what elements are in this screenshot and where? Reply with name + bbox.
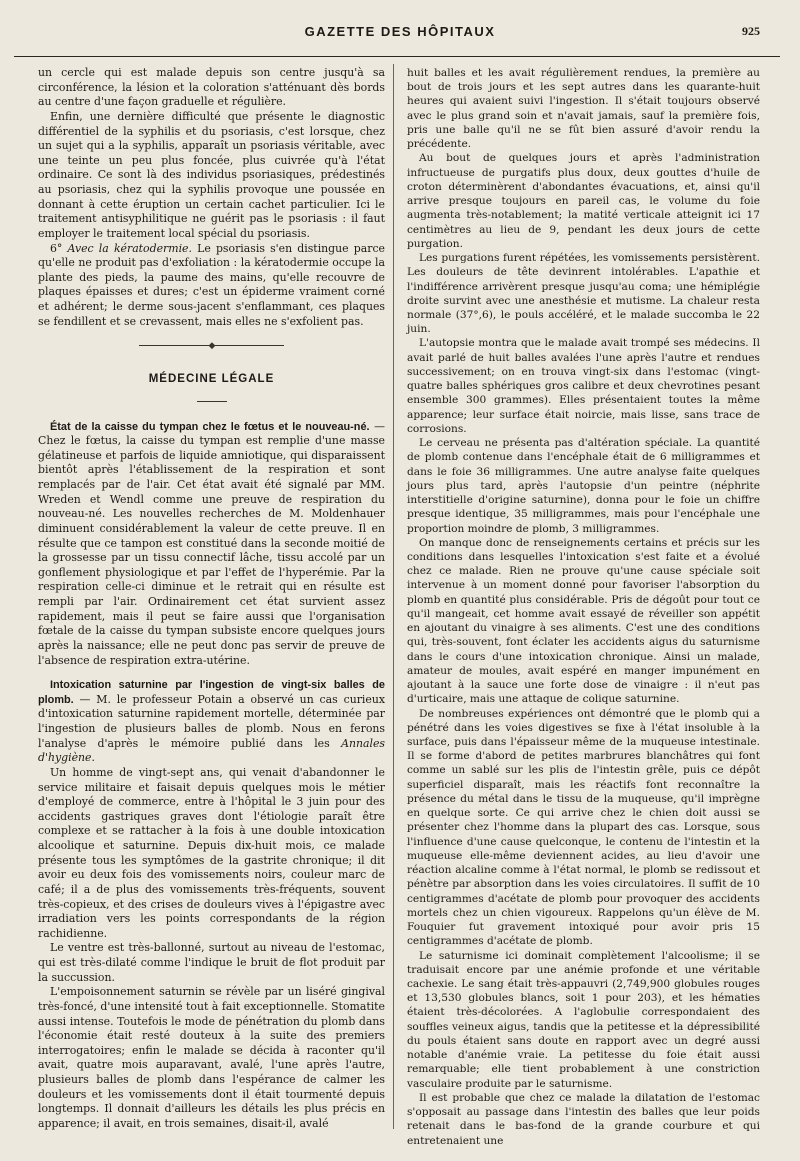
paragraph: Un homme de vingt-sept ans, qui venait d'abandonner le service militaire et faisait depuis quelques mois le métier d'employé de commerce, entre à l'hôpital le 3 juin pour des accidents gastriques graves dont l'étiologie paraît être complexe et se rattacher à la fois à une double intoxication alcoolique et saturnine. Depuis dix-huit mois, ce malade présente tous les symptômes de la gastrite chronique; il dit avoir eu deux fois des vomissements noirs, couleur marc de café; il a de plus des vomissements très-fréquents, souvent très-copieux, et des crises de douleurs vives à l'épigastre avec irradiation vers les points correspondants de la région rachidienne. <box>38 765 385 940</box>
emphasis: Avec la kératodermie. <box>67 241 192 255</box>
right-column <box>407 66 760 1148</box>
paragraph: L'empoisonnement saturnin se révèle par un liséré gingival très-foncé, d'une intensité tout à fait exceptionnelle. Stomatite aussi intense. Toutefois le mode de pénétration du plomb dans l'économie était resté douteux à la suite des premiers interrogatoires; enfin le malade se décida à raconter qu'il avait, quatre mois auparavant, avalé, l'une après l'autre, plusieurs balles de plomb dans l'espérance de calmer les douleurs et les vomissements dont il était tourmenté depuis longtemps. Il donnait d'ailleurs les détails les plus précis en apparence; il avait, en trois semaines, disait-il, avalé <box>38 985 385 1130</box>
page-number: 925 <box>742 24 760 38</box>
article-paragraph <box>38 678 385 766</box>
article-title: Intoxication saturnine par l'ingestion de vingt-six balles de plomb. <box>38 679 385 706</box>
article-text: — Chez le fœtus, la caisse du tympan est remplie d'une masse gélatineuse et parfois de liquide amniotique, qui disparaissent bientôt après l'établissement de la respiration et sont remplacés par de l'air. Cet état avait été signalé par MM. Wreden et Wendl comme une preuve de respiration du nouveau-né. Les nouvelles recherches de M. Moldenhauer diminuent considérablement la valeur de cette preuve. Il en résulte que ce tampon est constitué dans la seconde moitié de la grossesse par un tissu connectif lâche, tissu accolé par un gonflement physiologique et par l'effet de l'hyperémie. Par la respiration celle-ci diminue et le retrait qui en résulte est rempli par l'air. Ordinairement cet état survient assez rapidement, mais il peut se faire aussi que l'organisation fœtale de la caisse du tympan subsiste encore quelques jours après la naissance; elle ne peut donc pas servir de preuve de l'absence de respiration extra-utérine. <box>38 419 385 667</box>
article-title: État de la caisse du tympan chez le fœtus et le nouveau-né. <box>50 420 370 433</box>
article-text: — M. le professeur Potain a observé un cas curieux d'intoxication saturnine rapidement mortelle, déterminée par l'ingestion de plusieurs balles de plomb. Nous en ferons l'analyse d'après le mémoire publié dans les <box>38 692 385 750</box>
paragraph <box>38 242 385 330</box>
paragraph: Il est probable que chez ce malade la dilatation de l'estomac s'opposait au passage dans l'intestin des balles que leur poids retenait dans le bas-fond de la grande courbure et qui entretenaient une <box>407 1091 760 1147</box>
paragraph: Le cerveau ne présenta pas d'altération spéciale. La quantité de plomb contenue dans l'encéphale était de 6 milligrammes et dans le foie 36 milligrammes. Une autre analyse faite quelques jours plus tard, après l'autopsie d'un peintre (néphrite interstitielle d'origine saturnine), donna pour le foie un chiffre presque identique, 35 milligrammes, mais pour l'encéphale une proportion moindre de plomb, 3 milligrammes. <box>407 437 760 535</box>
paragraph: Les purgations furent répétées, les vomissements persistèrent. Les douleurs de tête devinrent intolérables. L'apathie et l'indifférence arrivèrent presque jusqu'au coma; une hémiplégie droite survint avec une anesthésie et mutisme. La chaleur resta normale (37°,6), le pouls accéléré, et le malade succomba le 22 juin. <box>407 252 760 336</box>
paragraph: huit balles et les avait régulièrement rendues, la première au bout de trois jours et les sept autres dans les quarante-huit heures qui avaient suivi l'ingestion. Il s'était toujours observé avec le plus grand soin et n'avait jamais, sauf la première fois, pris une balle qu'il ne se fût bien assuré d'avoir rendu la précédente. <box>407 67 760 151</box>
column-divider <box>393 64 394 1129</box>
paragraph: L'autopsie montra que le malade avait trompé ses médecins. Il avait parlé de huit balles avalées l'une après l'autre et rendues successivement; on en trouva vingt-six dans l'estomac (vingt-quatre balles sphériques gros calibre et deux chevrotines pesant ensemble 300 grammes). Elles présentaient toutes la même apparence; leur surface était noircie, mais lisse, sans trace de corrosions. <box>407 337 760 435</box>
article-block <box>38 678 385 1131</box>
paragraph: Le saturnisme ici dominait complètement l'alcoolisme; il se traduisait encore par une anémie profonde et une véritable cachexie. Le sang était très-appauvri (2,749,900 globules rouges et 13,530 globules blancs, soit 1 pour 203), et les hématies étaient très-décolorées. A l'aglobulie correspondaient des souffles veineux aigus, tandis que la petitesse et la dépressibilité du pouls étaient sans doute en rapport avec un degré aussi notable d'anémie vraie. La petitesse du foie était aussi remarquable; elle tient probablement à une constriction vasculaire produite par le saturnisme. <box>407 949 760 1090</box>
paragraph-text: Le psoriasis s'en distingue parce qu'elle ne produit pas d'exfoliation : la kératodermie occupe la plante des pieds, la paume des mains, qu'elle recouvre de plaques épaisses et dures; c'est un épiderme vraiment corné et adhérent; le derme sous-jacent s'enflammant, ces plaques se fendillent et se crevassent, mais elles ne s'exfolient pas. <box>38 241 385 328</box>
page-header <box>0 14 800 44</box>
list-number: 6° <box>50 241 68 255</box>
paragraph: Enfin, une dernière difficulté que présente le diagnostic différentiel de la syphilis et du psoriasis, c'est lorsque, chez un sujet qui a la syphilis, apparaît un psoriasis véritable, avec une teinte un peu plus foncée, plus cuivrée qu'à l'état ordinaire. Ce sont là des individus psoriasiques, prédestinés au psoriasis, chez qui la syphilis provoque une poussée en donnant à cette éruption un certain cachet particulier. Ici le traitement antisyphilitique ne guérit pas le psoriasis : il faut employer le traitement local spécial du psoriasis. <box>38 109 385 240</box>
paragraph: un cercle qui est malade depuis son centre jusqu'à sa circonférence, la lésion et la coloration s'atténuant dès bords au centre d'une façon graduelle et régulière. <box>38 66 385 109</box>
emphasis: Annales d'hygiène <box>38 736 385 765</box>
paragraph: Le ventre est très-ballonné, surtout au niveau de l'estomac, qui est très-dilaté comme l'indique le bruit de flot produit par la succussion. <box>38 941 385 984</box>
paragraph: On manque donc de renseignements certains et précis sur les conditions dans lesquelles l'intoxication s'est faite et a évolué chez ce malade. Rien ne prouve qu'une cause spéciale soit intervenue à un moment donné pour favoriser l'absorption du plomb en quantité plus considérable. Pris de dégoût pour tout ce qu'il mangeait, cet homme avait essayé de réveiller son appétit en ajoutant du vinaigre à ses aliments. C'est une des conditions qui, très-souvent, font éclater les accidents aigus du saturnisme dans le cours d'une intoxication chronique. Ainsi un malade, amateur de moules, avait espéré en manger impunément en ajoutant à la sauce une forte dose de vinaigre : il n'eut pas d'urticaire, mais une attaque de colique saturnine. <box>407 536 760 706</box>
left-column <box>38 66 385 1132</box>
short-rule <box>197 401 227 402</box>
ornament-divider: ◆ <box>38 339 385 354</box>
paragraph: Au bout de quelques jours et après l'administration infructueuse de purgatifs plus doux, deux gouttes d'huile de croton déterminèrent d'abondantes évacuations, et, ainsi qu'il arrive presque toujours en pareil cas, le volume du foie augmenta très-notablement; la matité verticale atteignit ici 17 centimètres au lieu de 9, pendant les deux jours de cette purgation. <box>407 152 760 250</box>
paragraph: De nombreuses expériences ont démontré que le plomb qui a pénétré dans les voies digestives se fixe à l'état insoluble à la surface, puis dans l'épaisseur même de la muqueuse intestinale. Il se forme d'abord de petites marbrures blanchâtres qui font comme un sablé sur les plis de l'intestin grêle, puis ce dépôt superficiel disparaît, mais les réactifs font reconnaître la présence du métal dans le tissu de la muqueuse, qu'il imprègne en quelque sorte. Ce qui arrive chez le chien doit aussi se présenter chez l'homme dans la plupart des cas. Lorsque, sous l'influence d'une cause quelconque, le contenu de l'intestin et la muqueuse elle-même deviennent acides, au lieu d'avoir une réaction alcaline comme à l'état normal, le plomb se redissout et pénètre par absorption dans les voies circulatoires. Il suffit de 10 centigrammes d'acétate de plomb pour provoquer des accidents mortels chez un chien vigoureux. Rappelons qu'un élève de M. Fouquier fut gravement intoxiqué pour avoir pris 15 centigrammes d'acétate de plomb. <box>407 707 760 948</box>
article-paragraph <box>38 420 385 669</box>
section-heading: MÉDECINE LÉGALE <box>148 372 275 385</box>
header-rule <box>14 56 780 57</box>
article-text: . <box>91 751 95 765</box>
running-title: GAZETTE DES HÔPITAUX <box>304 24 496 39</box>
